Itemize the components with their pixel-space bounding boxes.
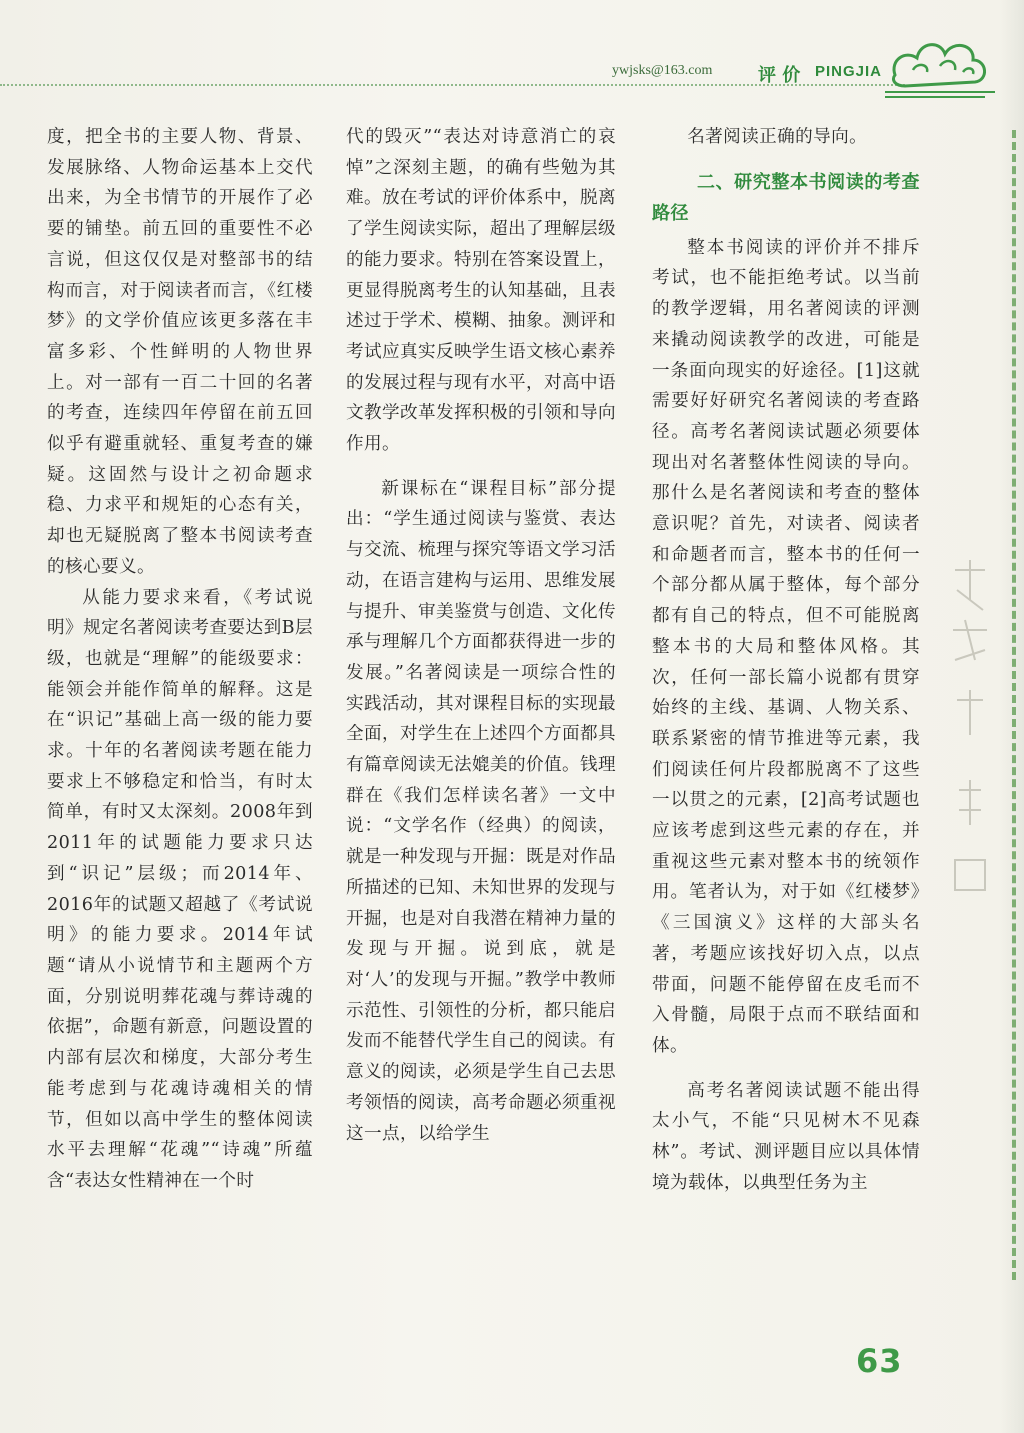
bleed-through-marks-icon [945, 560, 995, 900]
margin-dash-border [1012, 130, 1016, 1280]
header-email[interactable]: ywjsks@163.com [612, 63, 713, 78]
section-heading: 二、研究整本书阅读的考查路径 [652, 171, 920, 224]
paragraph: 从能力要求来看，《考试说明》规定名著阅读考查要达到B层级，也就是“理解”的能级要求：能领会并能作简单的解释。这是在“识记”基础上高一级的能力要求。十年的名著阅读考题在能力要求上不够稳定和恰当，有时太简单，有时又太深刻。2008年到2011年的试题能力要求只达到“识记”层级；而2014年、2016年的试题又超越了《考试说明》的能力要求。2014年试题“请从小说情节和主题两个方面，分别说明葬花魂与葬诗魂的依据”，命题有新意，问题设置的内部有层次和梯度，大部分考生能考虑到与花魂诗魂相关的情节，但如以高中学生的整体阅读水平去理解“花魂”“诗魂”所蕴含“表达女性精神在一个时 [47, 587, 313, 1191]
paragraph: 高考名著阅读试题不能出得太小气，不能“只见树木不见森林”。考试、测评题目应以具体情境为载体，以典型任务为主 [652, 1080, 920, 1193]
paragraph: 度，把全书的主要人物、背景、发展脉络、人物命运基本上交代出来，为全书情节的开展作了必要的铺垫。前五回的重要性不必言说，但这仅仅是对整部书的结构而言，对于阅读者而言，《红楼梦》的文学价值应该更多落在丰富多彩、个性鲜明的人物世界上。对一部有一百二十回的名著的考查，连续四年停留在前五回似乎有避重就轻、重复考查的嫌疑。这固然与设计之初命题求稳、力求平和规矩的心态有关，却也无疑脱离了整本书阅读考查的核心要义。 [47, 127, 313, 577]
text-column-1 [47, 122, 313, 1197]
section-title-en: PINGJIA [815, 63, 883, 80]
text-column-3 [652, 122, 920, 1199]
cloud-ornament-icon [885, 30, 995, 100]
paragraph: 代的毁灭”“表达对诗意消亡的哀悼”之深刻主题，的确有些勉为其难。放在考试的评价体系中，脱离了学生阅读实际，超出了理解层级的能力要求。特别在答案设置上，更显得脱离考生的认知基础，且表述过于学术、模糊、抽象。测评和考试应真实反映学生语文核心素养的发展过程与现有水平，对高中语文教学改革发挥积极的引领和导向作用。 [346, 127, 616, 455]
text-column-2 [346, 122, 616, 1149]
paragraph: 新课标在“课程目标”部分提出：“学生通过阅读与鉴赏、表达与交流、梳理与探究等语文学习活动，在语言建构与运用、思维发展与提升、审美鉴赏与创造、文化传承与理解几个方面都获得进一步的发展。”名著阅读是一项综合性的实践活动，其对课程目标的实现最全面，对学生在上述四个方面都具有篇章阅读无法媲美的价值。钱理群在《我们怎样读名著》一文中说：“文学名作（经典）的阅读，就是一种发现与开掘：既是对作品所描述的已知、未知世界的发现与开掘，也是对自我潜在精神力量的发现与开掘。说到底，就是对‘人’的发现与开掘。”教学中教师示范性、引领性的分析，都只能启发而不能替代学生自己的阅读。有意义的阅读，必须是学生自己去思考领悟的阅读，高考命题必须重视这一点，以给学生 [346, 478, 616, 1144]
section-title-zh: 评 价 [758, 65, 801, 86]
paragraph: 整本书阅读的评价并不排斥考试，也不能拒绝考试。以当前的教学逻辑，用名著阅读的评测来撬动阅读教学的改进，可能是一条面向现实的好途径。[1]这就需要好好研究名著阅读的考查路径。高考名著阅读试题必须要体现出对名著整体性阅读的导向。那什么是名著阅读和考查的整体意识呢？首先，对读者、阅读者和命题者而言，整本书的任何一个部分都从属于整体，每个部分都有自己的特点，但不可能脱离整本书的大局和整体风格。其次，任何一部长篇小说都有贯穿始终的主线、基调、人物关系、联系紧密的情节推进等元素，我们阅读任何片段都脱离不了这些一以贯之的元素，[2]高考试题也应该考虑到这些元素的存在，并重视这些元素对整本书的统领作用。笔者认为，对于如《红楼梦》《三国演义》这样的大部头名著，考题应该找好切入点，以点带面，问题不能停留在皮毛而不入骨髓，局限于点而不联结面和体。 [652, 237, 920, 1056]
page-number: 63 [856, 1342, 903, 1380]
paragraph: 名著阅读正确的导向。 [687, 127, 868, 147]
